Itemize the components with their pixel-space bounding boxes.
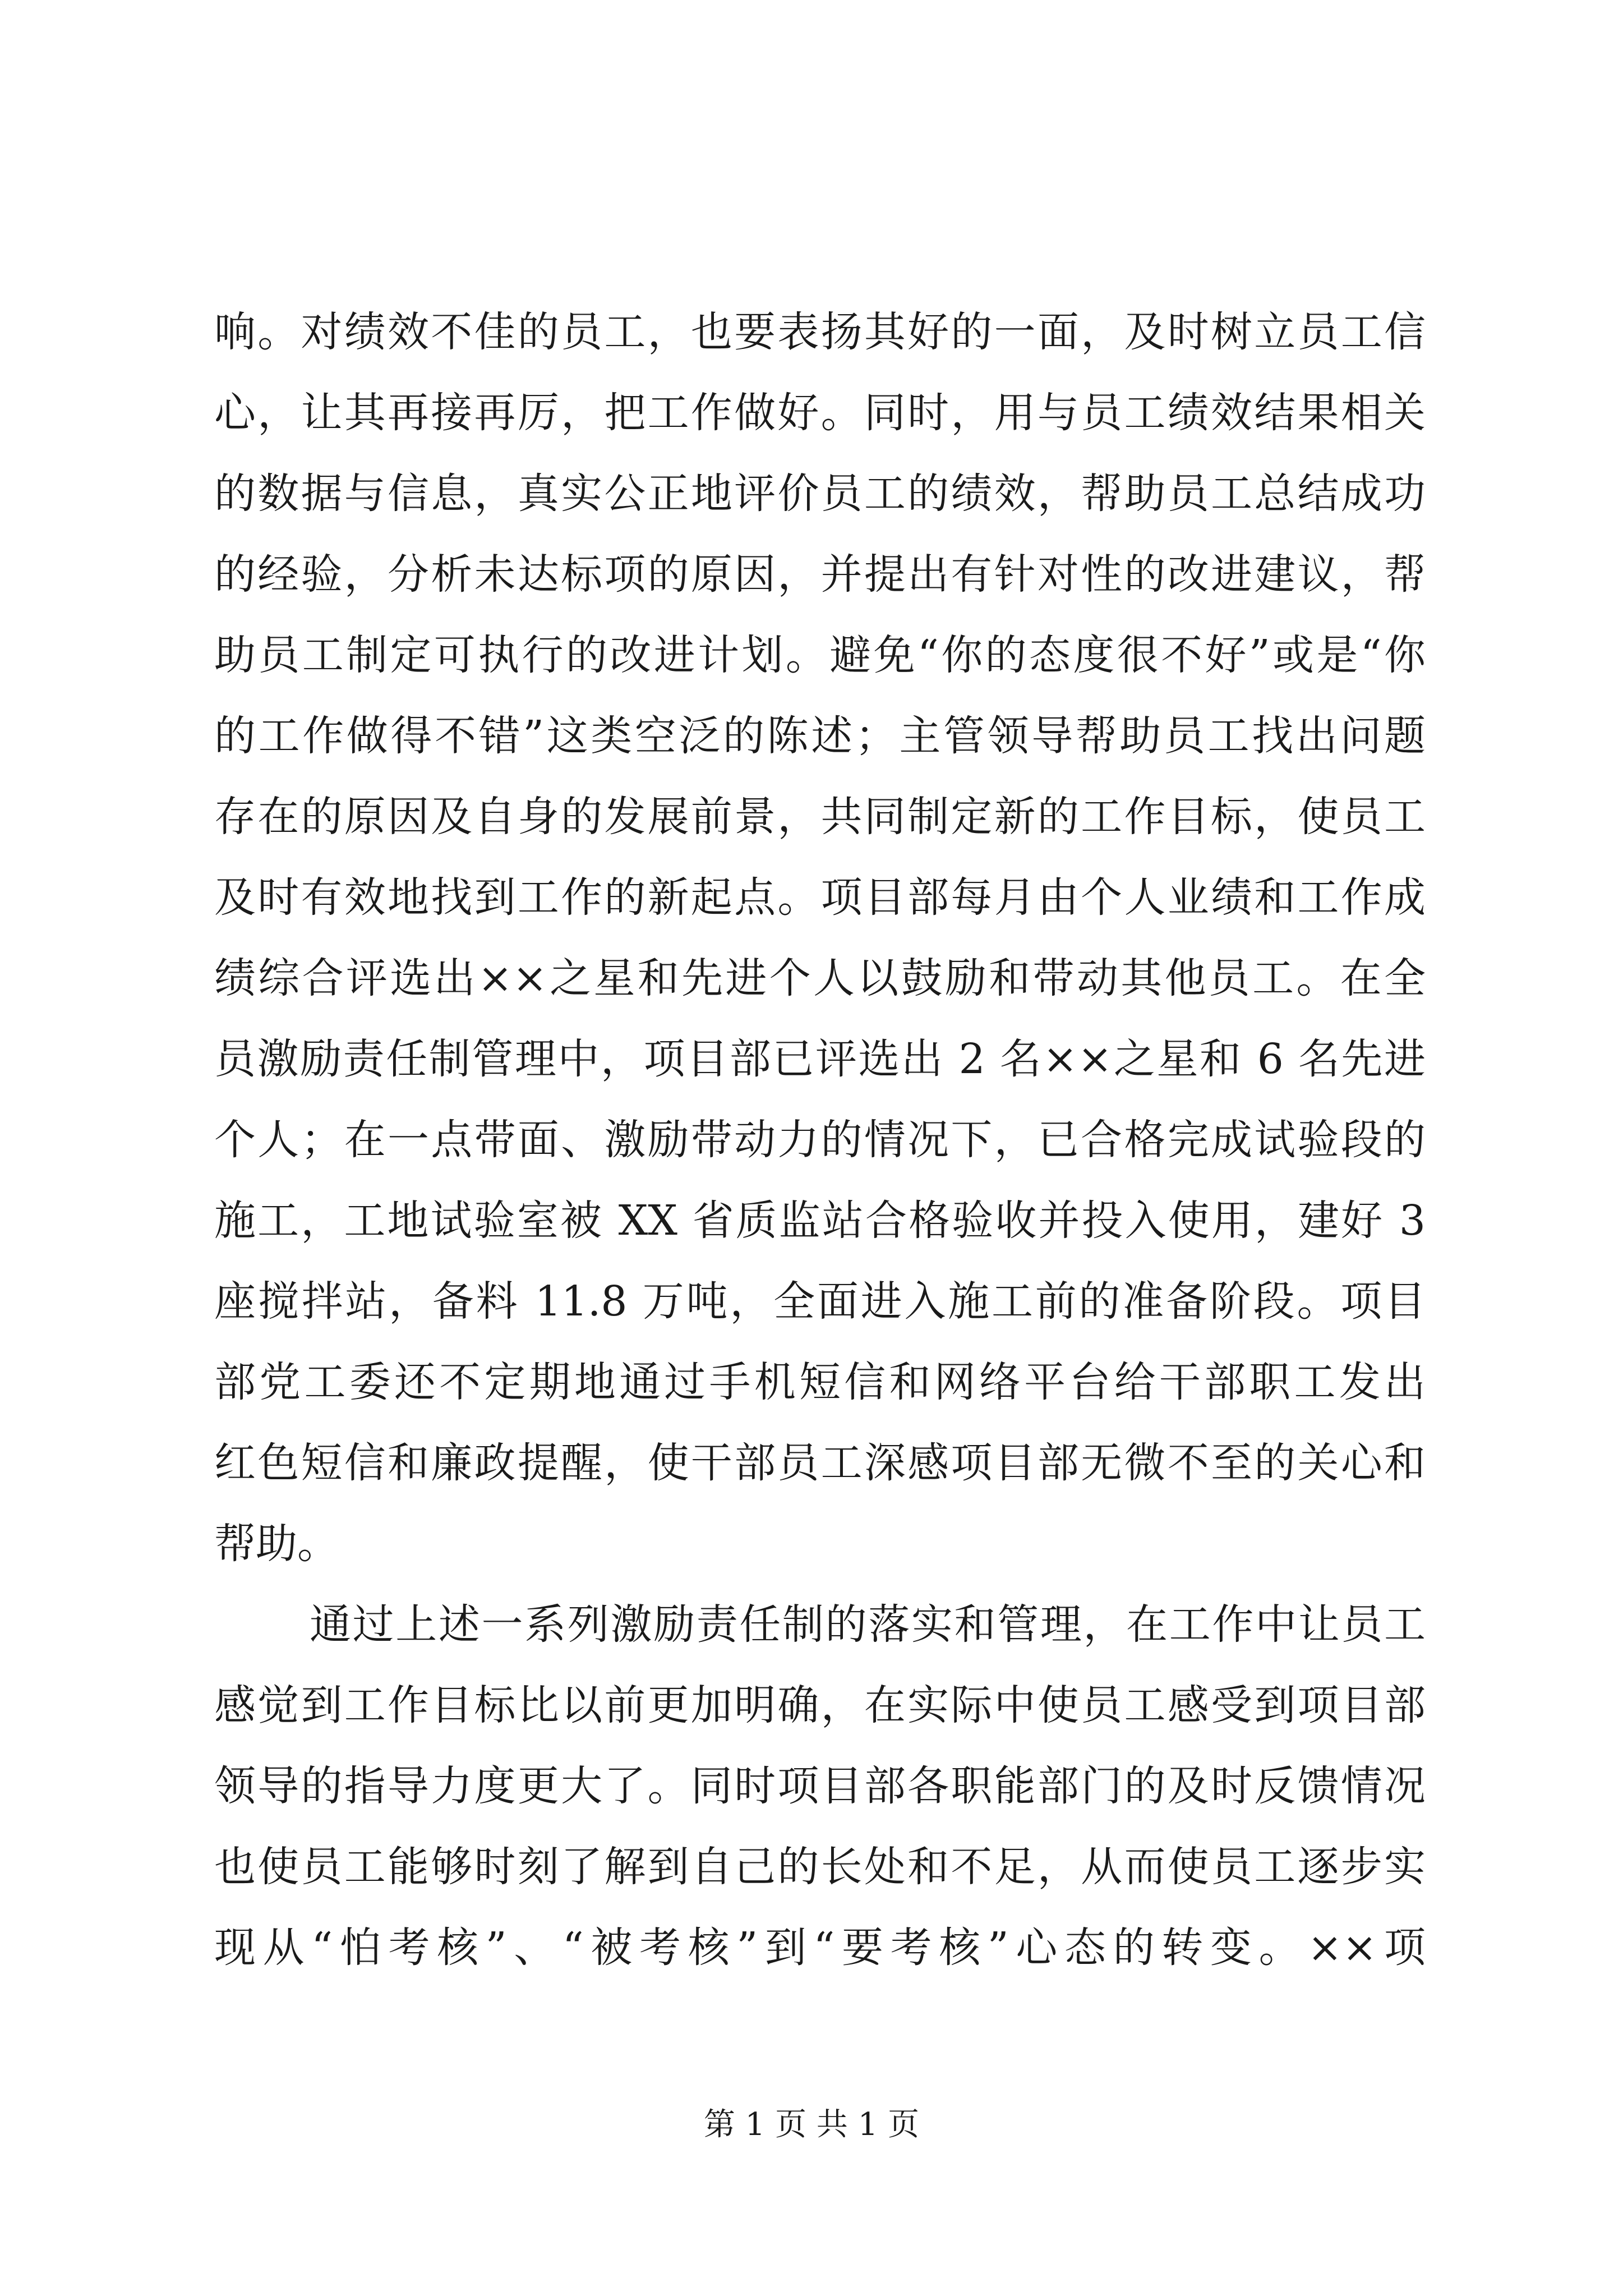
paragraph-1-line-9: 绩综合评选出××之星和先进个人以鼓励和带动其他员工。在全: [214, 954, 1426, 1002]
body-text: [214, 292, 1426, 1988]
paragraph-1-line-4: 的经验，分析未达标项的原因，并提出有针对性的改进建议，帮: [214, 550, 1426, 599]
paragraph-1-line-5: 助员工制定可执行的改进计划。避免“你的态度很不好”或是“你: [214, 631, 1426, 679]
paragraph-2-line-2: 感觉到工作目标比以前更加明确，在实际中使员工感受到项目部: [214, 1681, 1426, 1729]
paragraph-1-line-8: 及时有效地找到工作的新起点。项目部每月由个人业绩和工作成: [214, 873, 1426, 922]
paragraph-2-line-1: 通过上述一系列激励责任制的落实和管理，在工作中让员工: [310, 1600, 1426, 1649]
paragraph-1-line-12: 施工，工地试验室被 XX 省质监站合格验收并投入使用，建好 3: [214, 1197, 1426, 1245]
paragraph-2-line-4: 也使员工能够时刻了解到自己的长处和不足，从而使员工逐步实: [214, 1843, 1426, 1891]
paragraph-1-line-13: 座搅拌站，备料 11.8 万吨，全面进入施工前的准备阶段。项目: [214, 1277, 1426, 1326]
paragraph-1-line-11: 个人；在一点带面、激励带动力的情况下，已合格完成试验段的: [214, 1116, 1426, 1164]
page-footer: 第 1 页 共 1 页: [703, 2106, 920, 2143]
paragraph-1-line-2: 心，让其再接再厉，把工作做好。同时，用与员工绩效结果相关: [214, 389, 1426, 437]
paragraph-1-line-3: 的数据与信息，真实公正地评价员工的绩效，帮助员工总结成功: [214, 470, 1426, 518]
paragraph-1-line-16: 帮助。: [214, 1520, 339, 1568]
paragraph-2-line-5: 现从“怕考核”、“被考核”到“要考核”心态的转变。××项: [214, 1924, 1426, 1972]
paragraph-1-line-6: 的工作做得不错”这类空泛的陈述；主管领导帮助员工找出问题: [214, 712, 1426, 760]
paragraph-2-line-3: 领导的指导力度更大了。同时项目部各职能部门的及时反馈情况: [214, 1762, 1426, 1810]
paragraph-1-line-14: 部党工委还不定期地通过手机短信和网络平台给干部职工发出: [214, 1358, 1426, 1406]
paragraph-1-line-15: 红色短信和廉政提醒，使干部员工深感项目部无微不至的关心和: [214, 1439, 1426, 1487]
paragraph-1-line-10: 员激励责任制管理中，项目部已评选出 2 名××之星和 6 名先进: [214, 1035, 1426, 1083]
paragraph-1-line-1: 响。对绩效不佳的员工，也要表扬其好的一面，及时树立员工信: [214, 308, 1426, 356]
paragraph-1-line-7: 存在的原因及自身的发展前景，共同制定新的工作目标，使员工: [214, 793, 1426, 841]
